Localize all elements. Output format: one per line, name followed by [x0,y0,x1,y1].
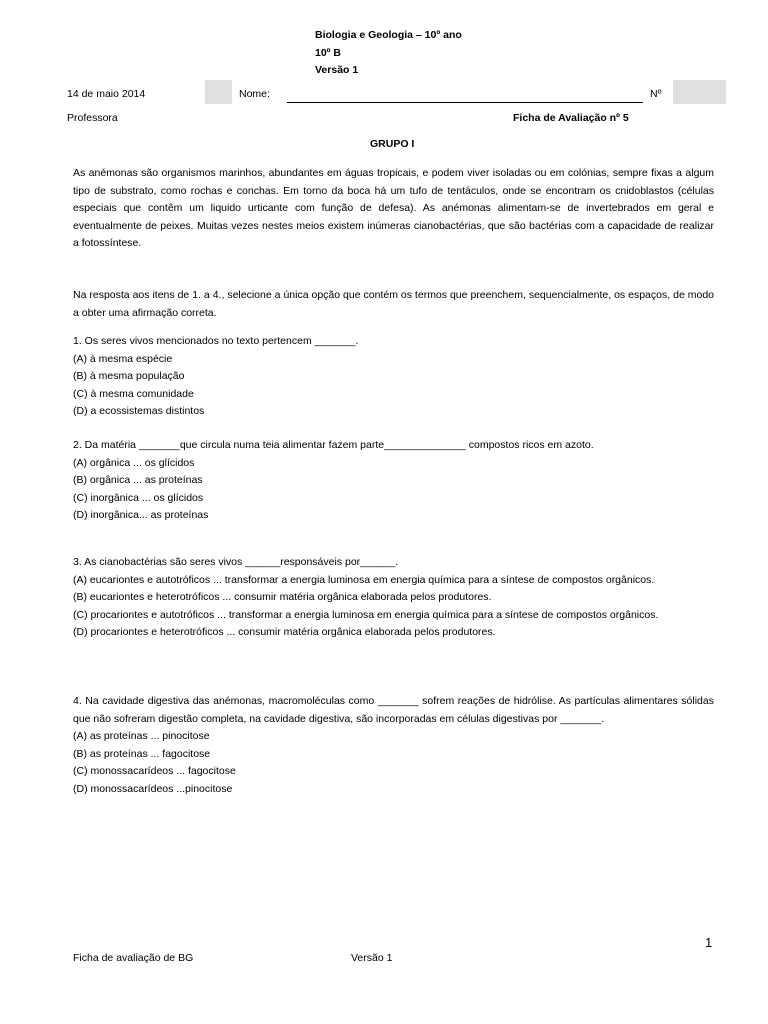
option-b[interactable]: (B) as proteínas ... fagocitose [73,747,211,760]
footer-version: Versão 1 [351,952,393,964]
option-a[interactable]: (A) orgânica ... os glícidos [73,456,195,469]
option-d[interactable]: (D) procariontes e heterotróficos ... consumir matéria orgânica elaborada pelos produtores. [73,626,496,638]
version-label: Versão 1 [315,64,359,76]
class-label: 10º B [315,47,342,59]
option-b[interactable]: (B) eucariontes e heterotróficos ... consumir matéria orgânica elaborada pelos produtores. [73,591,492,603]
option-b[interactable]: (B) orgânica ... as proteínas [73,474,203,486]
option-b[interactable]: (B) à mesma população [73,370,185,382]
question-stem: 3. As cianobactérias são seres vivos ______responsáveis por______. [73,556,399,568]
question-stem: 1. Os seres vivos mencionados no texto pertencem _______. [73,335,359,347]
question-2 [73,437,714,525]
question-3 [73,554,714,642]
number-label: Nº [650,88,662,100]
instruction-text: Na resposta aos itens de 1. a 4., selecione a única opção que contém os termos que preenchem, sequencialmente, os espaços, de modo a obter uma afirmação correta. [73,289,714,319]
sheet-title: Ficha de Avaliação nº 5 [513,112,629,124]
option-a[interactable]: (A) eucariontes e autotróficos ... transformar a energia luminosa em energia química para a síntese de compostos orgânicos. [73,573,655,586]
intro-paragraph: As anémonas são organismos marinhos, abundantes em águas tropicais, e podem viver isoladas ou em colónias, sempre fixas a algum tipo de substrato, como rochas e conchas. Em torno da boca há um tufo de tentáculos, onde se encontram os cnidoblastos (células especiais que contêm um liquido urticante com função de defesa). As anémonas alimentam-se de invertebrados em geral e eventualmente de peixes. Muitas vezes nestes meios existem inúmeras cianobactérias, que são bactérias com a capacidade de realizar a fotossíntese. [73,167,714,249]
question-1 [73,333,714,421]
option-d[interactable]: (D) monossacarídeos ...pinocitose [73,782,233,795]
date-shaded-box [205,80,232,104]
option-a[interactable]: (A) à mesma espécie [73,352,173,365]
option-c[interactable]: (C) inorgânica ... os glícidos [73,491,204,504]
question-4 [73,693,714,798]
option-a[interactable]: (A) as proteínas ... pinocitose [73,730,210,742]
subject-title: Biologia e Geologia – 10º ano [315,29,462,41]
footer-left-text: Ficha de avaliação de BG [73,952,194,964]
number-shaded-box[interactable] [673,80,726,104]
name-field-line[interactable] [287,102,643,103]
question-stem: 2. Da matéria _______que circula numa teia alimentar fazem parte______________ compostos ricos em azoto. [73,439,594,451]
page-number: 1 [705,935,713,950]
option-c[interactable]: (C) monossacarídeos ... fagocitose [73,765,236,777]
option-d[interactable]: (D) a ecossistemas distintos [73,405,205,417]
teacher-label: Professora [67,112,118,124]
exam-date: 14 de maio 2014 [67,88,146,100]
question-stem: 4. Na cavidade digestiva das anémonas, macromoléculas como _______ sofrem reações de hidrólise. As partículas alimentares sólidas que não sofreram digestão completa, na cavidade digestiva, são incorporadas em células digestivas por _______. [73,695,714,725]
option-c[interactable]: (C) à mesma comunidade [73,387,194,400]
group-title: GRUPO I [370,138,415,150]
name-label: Nome: [239,88,270,100]
option-c[interactable]: (C) procariontes e autotróficos ... transformar a energia luminosa em energia química para a síntese de compostos orgânicos. [73,608,659,621]
option-d[interactable]: (D) inorgânica... as proteínas [73,509,209,521]
